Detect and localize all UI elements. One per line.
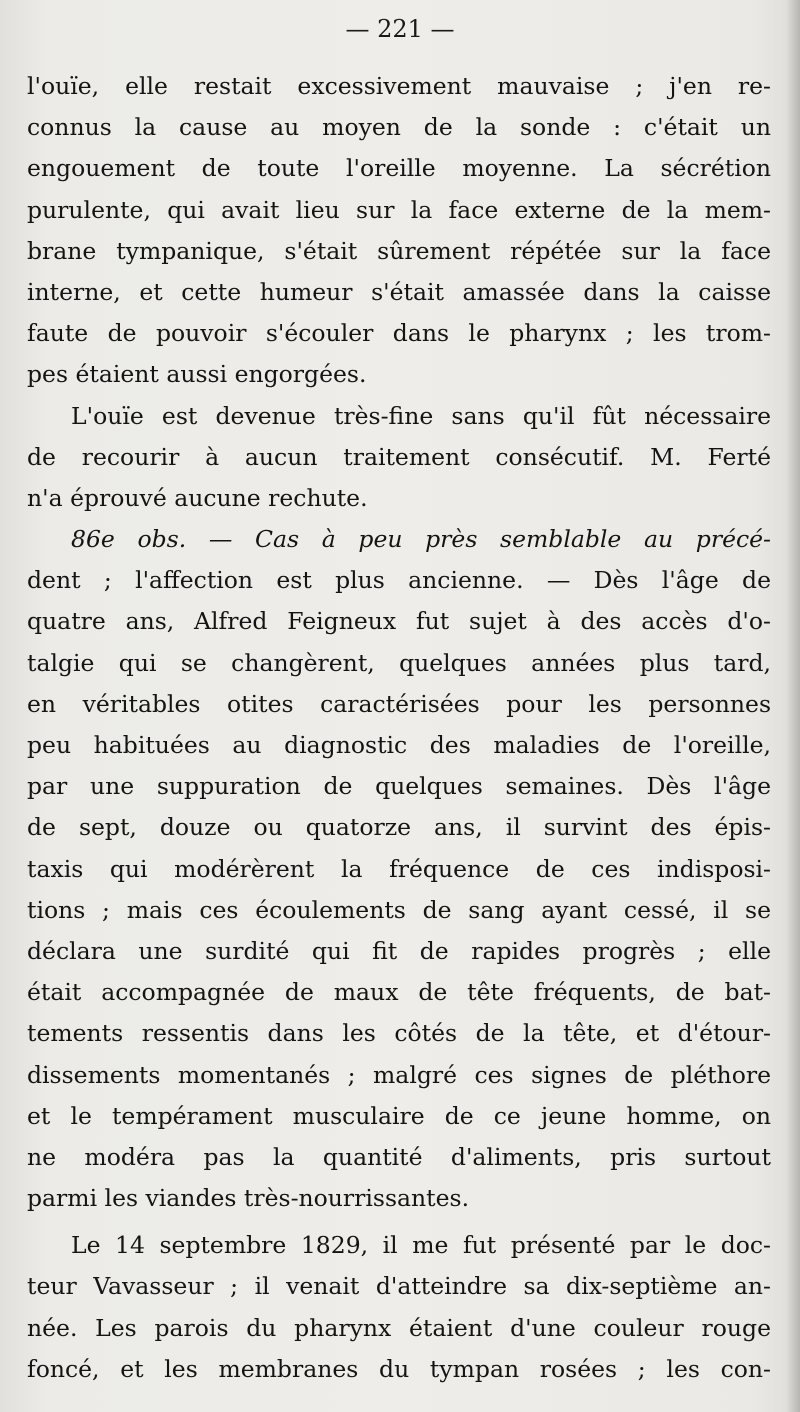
page-number: — 221 — bbox=[345, 15, 455, 43]
text-line: par une suppuration de quelques semaines. Dès l'âge bbox=[27, 772, 771, 801]
text-line: et le tempérament musculaire de ce jeune homme, on bbox=[27, 1101, 771, 1130]
page-text bbox=[27, 66, 771, 1390]
text-line: taxis qui modérèrent la fréquence de ces indisposi- bbox=[27, 854, 771, 883]
text-line: connus la cause au moyen de la sonde : c'était un bbox=[27, 113, 771, 142]
text-line: engouement de toute l'oreille moyenne. La sécrétion bbox=[27, 154, 771, 183]
text-line: ne modéra pas la quantité d'aliments, pris surtout bbox=[27, 1142, 771, 1171]
text-line: déclara une surdité qui fit de rapides progrès ; elle bbox=[27, 936, 771, 965]
text-line: parmi les viandes très-nourrissantes. bbox=[27, 1184, 470, 1213]
text-line: teur Vavasseur ; il venait d'atteindre sa dix-septième an- bbox=[27, 1272, 771, 1301]
text-line: foncé, et les membranes du tympan rosées ; les con- bbox=[27, 1354, 771, 1383]
text-line: dissements momentanés ; malgré ces signes de pléthore bbox=[27, 1060, 771, 1089]
text-line: n'a éprouvé aucune rechute. bbox=[27, 483, 368, 512]
text-line: née. Les parois du pharynx étaient d'une couleur rouge bbox=[27, 1313, 771, 1342]
text-line: quatre ans, Alfred Feigneux fut sujet à des accès d'o- bbox=[27, 607, 771, 636]
text-line: pes étaient aussi engorgées. bbox=[27, 360, 367, 389]
text-line: peu habituées au diagnostic des maladies de l'oreille, bbox=[27, 731, 771, 759]
text-line: l'ouïe, elle restait excessivement mauvaise ; j'en re- bbox=[27, 72, 771, 100]
text-line: Le 14 septembre 1829, il me fut présenté par le doc- bbox=[71, 1231, 771, 1260]
text-line: de recourir à aucun traitement consécutif. M. Ferté bbox=[27, 442, 771, 471]
text-line: interne, et cette humeur s'était amassée dans la caisse bbox=[27, 277, 771, 306]
text-line: faute de pouvoir s'écouler dans le pharynx ; les trom- bbox=[27, 319, 771, 348]
text-line: brane tympanique, s'était sûrement répétée sur la face bbox=[27, 236, 771, 265]
text-line: en véritables otites caractérisées pour les personnes bbox=[27, 689, 771, 718]
text-line: purulente, qui avait lieu sur la face externe de la mem- bbox=[27, 195, 771, 224]
page-edge-shadow bbox=[786, 0, 800, 1412]
text-line: L'ouïe est devenue très-fine sans qu'il fût nécessaire bbox=[71, 401, 771, 430]
text-line: talgie qui se changèrent, quelques années plus tard, bbox=[27, 648, 771, 677]
observation-heading-line: 86e obs. — Cas à peu près semblable au précé- bbox=[71, 525, 771, 554]
text-line: tements ressentis dans les côtés de la tête, et d'étour- bbox=[27, 1019, 771, 1048]
observation-heading-line: dent ; l'affection est plus ancienne. — Dès l'âge de bbox=[27, 566, 771, 595]
text-line: tions ; mais ces écoulements de sang ayant cessé, il se bbox=[27, 895, 771, 924]
text-line: de sept, douze ou quatorze ans, il survint des épis- bbox=[27, 813, 771, 842]
text-line: était accompagnée de maux de tête fréquents, de bat- bbox=[27, 978, 771, 1007]
